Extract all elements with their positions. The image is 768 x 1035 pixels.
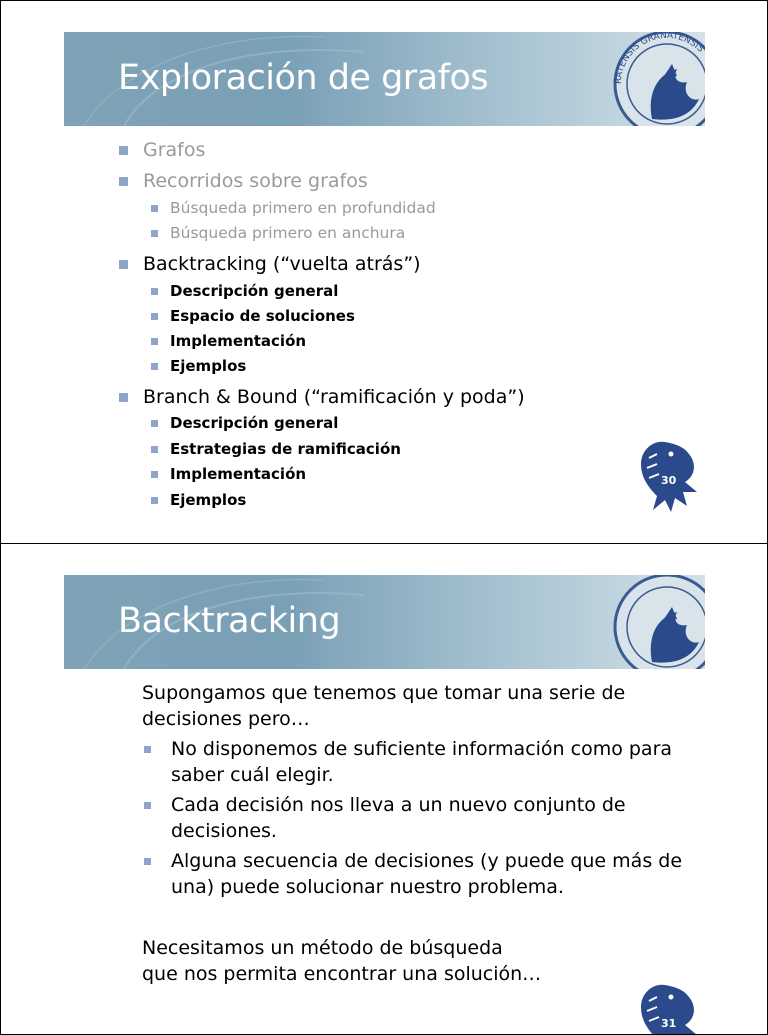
bullet-square-icon: [144, 858, 151, 865]
bullet-square-icon: [151, 471, 158, 478]
point-line: Cada decisión nos lleva a un nuevo conjunto de: [171, 794, 626, 816]
intro-line: decisiones pero…: [142, 708, 310, 730]
list-item: [119, 139, 205, 161]
closing-line: que nos permita encontrar una solución…: [142, 963, 542, 985]
university-seal-icon: [607, 575, 705, 669]
point-line: No disponemos de suficiente información como para: [171, 738, 673, 760]
subitem-label: Descripción general: [170, 414, 339, 432]
intro-paragraph: [142, 680, 625, 732]
sub-list-item: [151, 491, 246, 509]
bullet-square-icon: [144, 802, 151, 809]
bullet-square-icon: [119, 177, 128, 186]
slide-31: [0, 543, 768, 1035]
seal-text: RATENSIS GRANATENSIS: [613, 30, 706, 85]
subitem-label: Búsqueda primero en profundidad: [170, 199, 436, 217]
item-label: Backtracking (“vuelta atrás”): [143, 253, 421, 275]
bullet-square-icon: [151, 313, 158, 320]
university-seal-icon: [607, 32, 705, 126]
sub-list-item: [151, 414, 338, 432]
list-item: [119, 386, 525, 408]
closing-line: Necesitamos un método de búsqueda: [142, 937, 503, 959]
title-banner: [64, 575, 705, 669]
slide-title: Backtracking: [118, 601, 341, 641]
list-item: [119, 170, 368, 192]
sub-list-item: [151, 332, 306, 350]
sub-list-item: [151, 440, 401, 458]
bullet-square-icon: [151, 205, 158, 212]
title-banner: [64, 32, 705, 126]
point-item: [144, 848, 682, 900]
point-item: [144, 736, 672, 788]
subitem-label: Estrategias de ramificación: [170, 440, 401, 458]
subitem-label: Búsqueda primero en anchura: [170, 224, 406, 242]
bullet-square-icon: [151, 288, 158, 295]
point-line: una) puede solucionar nuestro problema.: [171, 876, 564, 898]
subitem-label: Espacio de soluciones: [170, 307, 355, 325]
item-label: Branch & Bound (“ramificación y poda”): [143, 386, 525, 408]
slide-title: Exploración de grafos: [118, 58, 489, 98]
bullet-square-icon: [144, 746, 151, 753]
intro-line: Supongamos que tenemos que tomar una serie de: [142, 682, 626, 704]
list-item: [119, 253, 421, 275]
bullet-square-icon: [151, 446, 158, 453]
sub-list-item: [151, 199, 436, 217]
sub-list-item: [151, 357, 246, 375]
sub-list-item: [151, 282, 338, 300]
bullet-square-icon: [151, 338, 158, 345]
bullet-square-icon: [119, 260, 128, 269]
sub-list-item: [151, 307, 355, 325]
item-label: Grafos: [143, 139, 206, 161]
bullet-square-icon: [151, 363, 158, 370]
point-line: saber cuál elegir.: [171, 764, 334, 786]
page-number: 30: [661, 474, 677, 487]
bullet-square-icon: [151, 230, 158, 237]
subitem-label: Descripción general: [170, 282, 339, 300]
point-item: [144, 792, 626, 844]
subitem-label: Implementación: [170, 332, 307, 350]
subitem-label: Ejemplos: [170, 491, 247, 509]
subitem-label: Ejemplos: [170, 357, 247, 375]
item-label: Recorridos sobre grafos: [143, 170, 368, 192]
bullet-square-icon: [119, 393, 128, 402]
closing-paragraph: [142, 935, 541, 987]
point-line: Alguna secuencia de decisiones (y puede que más de: [171, 850, 683, 872]
page-number: 31: [661, 1017, 677, 1030]
bullet-square-icon: [151, 497, 158, 504]
subitem-label: Implementación: [170, 465, 307, 483]
sub-list-item: [151, 465, 306, 483]
point-line: decisiones.: [171, 820, 277, 842]
bullet-square-icon: [119, 146, 128, 155]
sub-list-item: [151, 224, 405, 242]
bullet-square-icon: [151, 420, 158, 427]
